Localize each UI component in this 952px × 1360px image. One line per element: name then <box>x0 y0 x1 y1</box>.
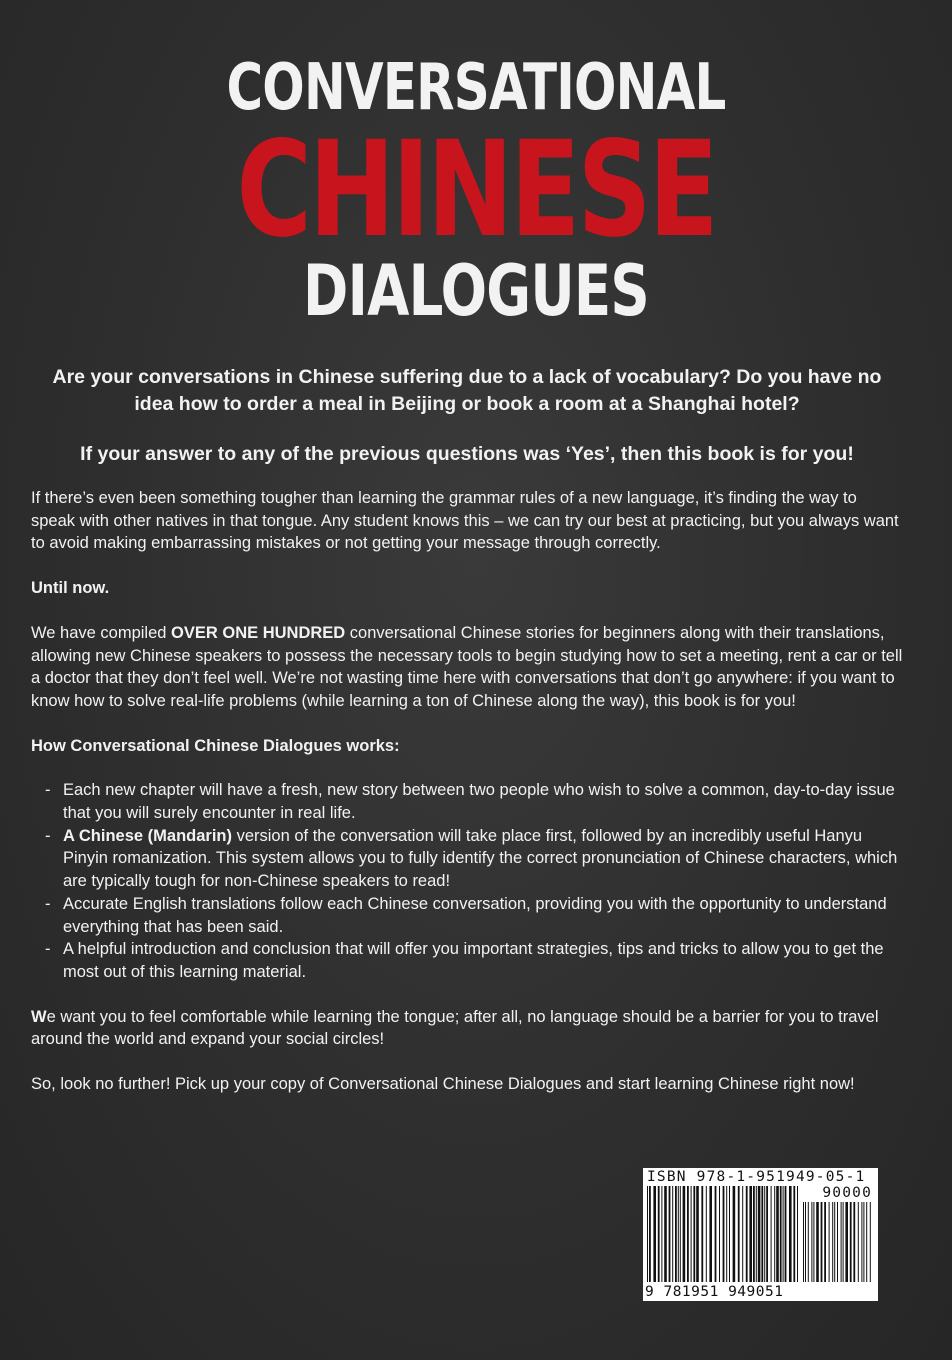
addon-barcode-bars <box>803 1202 871 1282</box>
barcode-bar <box>709 1186 712 1282</box>
comfort-paragraph <box>31 1006 903 1051</box>
barcode-bar <box>824 1202 826 1282</box>
barcode-bar <box>858 1202 859 1282</box>
compiled-paragraph-start: We have compiled <box>31 623 172 642</box>
compiled-paragraph-end: conversational Chinese stories for beginners along with their translations, allowing new Chinese speakers to possess the necessary tools to begin studying how to set a meeting, rent a car or tell a doctor that they don’t feel well. We’re not wasting time here with conversations that don’t go anywhere: if you want to know how to solve real-life problems (while learning a ton of Chinese along the way), this book is for you! <box>31 623 903 710</box>
barcode-bar <box>805 1202 806 1282</box>
barcode-bar <box>870 1202 871 1282</box>
barcode-bar <box>821 1202 823 1282</box>
list-item-text: Each new chapter will have a fresh, new story between two people who wish to solve a common, day-to-day issue that you will surely encounter in real life. <box>63 781 895 823</box>
barcode-bar <box>808 1202 809 1282</box>
barcode-bar <box>843 1202 844 1282</box>
barcode-bar <box>661 1186 662 1282</box>
barcode-bar <box>696 1186 699 1282</box>
barcode-bar <box>841 1202 842 1282</box>
barcode-bar <box>793 1186 795 1282</box>
closing-paragraph: So, look no further! Pick up your copy of Conversational Chinese Dialogues and start learning Chinese right now! <box>31 1075 855 1094</box>
book-title <box>0 48 952 332</box>
barcode-bar <box>761 1186 763 1282</box>
intro-paragraph: If there’s even been something tougher than learning the grammar rules of a new language, it’s finding the way to speak with other natives in that tongue. Any student knows this – we can try our best at practicing, but you always want to avoid making embarrassing mistakes or not getting your message through correctly. <box>31 489 899 553</box>
bullet-marker: - <box>45 781 51 800</box>
barcode-bar <box>850 1202 852 1282</box>
barcode-bar <box>789 1186 792 1282</box>
barcode-bar <box>774 1186 775 1282</box>
barcode-bar <box>719 1186 720 1282</box>
barcode-bar <box>785 1186 787 1282</box>
barcode-bar <box>647 1186 648 1282</box>
barcode-bar <box>706 1186 707 1282</box>
list-item-text: Accurate English translations follow each Chinese conversation, providing you with the opportunity to understand everything that has been said. <box>63 894 887 936</box>
barcode-bar <box>776 1186 779 1282</box>
barcode-bar <box>803 1202 804 1282</box>
barcode-bar <box>753 1186 755 1282</box>
how-it-works-heading: How Conversational Chinese Dialogues works: <box>31 736 400 755</box>
barcode-bar <box>866 1202 867 1282</box>
until-now-text: Until now. <box>31 579 110 598</box>
barcode-bar <box>649 1186 651 1282</box>
list-item <box>31 893 903 938</box>
barcode-bar <box>687 1186 689 1282</box>
title-line-dialogues: DIALOGUES <box>303 250 649 332</box>
isbn-barcode <box>643 1168 878 1301</box>
barcode-bar <box>813 1202 814 1282</box>
price-code: 90000 <box>822 1185 872 1201</box>
barcode-bar <box>723 1186 725 1282</box>
back-cover-description <box>31 364 903 1096</box>
list-item-bold: A Chinese (Mandarin) <box>63 826 232 845</box>
title-line-conversational: CONVERSATIONAL <box>226 51 726 125</box>
barcode-bar <box>746 1186 748 1282</box>
barcode-bar <box>797 1186 798 1282</box>
barcode-bar <box>729 1186 730 1282</box>
barcode-bar <box>658 1186 660 1282</box>
barcode-bar <box>780 1186 782 1282</box>
barcode-bar <box>678 1186 679 1282</box>
barcode-bar <box>811 1202 812 1282</box>
barcode-bar <box>749 1186 752 1282</box>
feature-list <box>31 779 903 983</box>
barcode-bar <box>691 1186 692 1282</box>
title-line-chinese: CHINESE <box>236 113 716 267</box>
barcode-bar <box>834 1202 835 1282</box>
barcode-bar <box>829 1202 830 1282</box>
barcode-bar <box>683 1186 686 1282</box>
isbn-number: ISBN 978-1-951949-05-1 <box>647 1169 866 1185</box>
bullet-marker: - <box>45 894 51 913</box>
bullet-marker: - <box>45 940 51 959</box>
barcode-bar <box>861 1202 862 1282</box>
bullet-marker: - <box>45 826 51 845</box>
barcode-bar <box>653 1186 656 1282</box>
list-item <box>31 938 903 983</box>
comfort-paragraph-initial: W <box>31 1007 47 1026</box>
barcode-bar <box>764 1186 765 1282</box>
compiled-paragraph <box>31 622 903 713</box>
list-item-text: A helpful introduction and conclusion that will offer you important strategies, tips and tricks to allow you to get the most out of this learning material. <box>63 940 884 981</box>
barcode-bar <box>680 1186 681 1282</box>
list-item <box>31 779 903 824</box>
barcode-bar <box>672 1186 673 1282</box>
barcode-bar <box>733 1186 736 1282</box>
barcode-bar <box>756 1186 757 1282</box>
barcode-bar <box>771 1186 772 1282</box>
barcode-bar <box>693 1186 695 1282</box>
compiled-paragraph-emphasis: OVER ONE HUNDRED <box>171 623 346 642</box>
barcode-bar <box>837 1202 838 1282</box>
ean-number: 9 781951 949051 <box>645 1284 784 1300</box>
barcode-bar <box>816 1202 819 1282</box>
barcode-bar <box>715 1186 717 1282</box>
barcode-bar <box>863 1202 864 1282</box>
barcode-bar <box>701 1186 703 1282</box>
barcode-bar <box>675 1186 677 1282</box>
list-item-text: version of the conversation will take place first, followed by an incredibly useful Hanyu Pinyin romanization. This system allows you to fully identify the correct pronunciation of Chinese characters, which are typically tough for non-Chinese speakers to read! <box>63 826 898 891</box>
ean-barcode-bars <box>647 1186 799 1282</box>
barcode-bar <box>669 1186 671 1282</box>
lead-question: Are your conversations in Chinese suffering due to a lack of vocabulary? Do you have no idea how to order a meal in Beijing or book a room at a Shanghai hotel? <box>52 366 882 415</box>
barcode-bar <box>766 1186 768 1282</box>
barcode-bar <box>726 1186 727 1282</box>
barcode-bar <box>738 1186 740 1282</box>
barcode-bar <box>832 1202 833 1282</box>
list-item <box>31 825 903 893</box>
barcode-bar <box>664 1186 667 1282</box>
lead-answer: If your answer to any of the previous questions was ‘Yes’, then this book is for you! <box>80 443 854 465</box>
barcode-bar <box>853 1202 855 1282</box>
barcode-bar <box>758 1186 761 1282</box>
comfort-paragraph-rest: e want you to feel comfortable while learning the tongue; after all, no language should be a barrier for you to travel around the world and expand your social circles! <box>31 1007 879 1049</box>
barcode-bar <box>845 1202 848 1282</box>
barcode-bar <box>783 1186 784 1282</box>
barcode-bar <box>742 1186 743 1282</box>
